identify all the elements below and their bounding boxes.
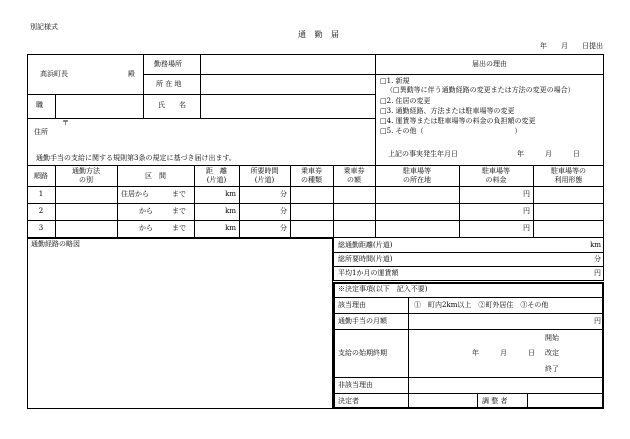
row-3-order: 3 <box>38 224 44 232</box>
row-2-to: まで <box>172 207 186 215</box>
col-ticket-type-header-1: 乗車券 <box>301 167 322 175</box>
row-3-fee-unit: 円 <box>523 224 530 232</box>
row-1-to: まで <box>172 190 186 198</box>
reason-option-4[interactable]: □4. 運賃等または駐車場等の料金の負担額の変更 <box>380 117 536 125</box>
name-label: 氏 名 <box>158 101 186 109</box>
regulation-notice: 通勤手当の支給に関する規則第3条の規定に基づき届け出ます。 <box>36 154 236 162</box>
col-ticket-amount-header-2: の額 <box>347 176 361 184</box>
reason-option-2[interactable]: □2. 住居の変更 <box>380 97 431 105</box>
period-start[interactable]: 開始 <box>545 334 559 342</box>
form-title: 通 勤 届 <box>297 30 343 39</box>
col-distance-header-2: (片道) <box>206 176 227 184</box>
col-parking-usage-header-1: 駐車場等の <box>551 167 586 175</box>
occurrence-date-value[interactable]: 年 月 日 <box>517 150 580 158</box>
row-2-fee-unit: 円 <box>523 207 530 215</box>
row-1-from: 住居から <box>121 190 149 198</box>
row-2-order: 2 <box>38 207 44 215</box>
col-time-header-1: 所要時間 <box>250 167 279 175</box>
row-3-from: から <box>139 224 153 232</box>
avg-fare-label: 平均1か月の運賃額 <box>338 269 399 277</box>
row-1-distance-unit: km <box>225 190 236 198</box>
location-input[interactable] <box>200 74 375 94</box>
route-map-area[interactable] <box>27 238 333 409</box>
col-time-header-2: (片道) <box>254 176 275 184</box>
route-map-label: 通勤経路の略図 <box>31 240 80 248</box>
col-parking-fee-header-1: 駐車場等 <box>482 167 510 175</box>
col-parking-location-header-2: の所在地 <box>403 176 431 184</box>
reason-option-1-sub[interactable]: （□異動等に伴う通勤経路の変更または方法の変更の場合） <box>386 86 575 94</box>
col-method-header-2: の別 <box>79 176 93 184</box>
postal-mark: 〒 <box>62 119 69 127</box>
occurrence-date-label: 上記の事実発生年月日 <box>388 150 458 158</box>
total-time-unit: 分 <box>594 255 601 263</box>
nonapplicable-label: 非該当理由 <box>338 381 373 389</box>
col-order-header: 順路 <box>34 172 48 180</box>
address-label: 住所 <box>34 128 48 136</box>
period-label: 支給の始期終期 <box>338 349 387 357</box>
total-distance-label: 総通勤距離(片道) <box>338 241 393 249</box>
form-type-label: 別記様式 <box>30 23 58 31</box>
name-input[interactable] <box>200 94 375 118</box>
monthly-allowance-label: 通勤手当の月額 <box>338 317 387 325</box>
period-date[interactable]: 年 月 日 <box>472 349 535 357</box>
decision-note: ※決定事項(以下 記入不要) <box>338 285 428 293</box>
reason-code-options[interactable]: ① 町内2km以上 ②町外居住 ③その他 <box>414 301 549 309</box>
reason-header: 届出の理由 <box>472 60 507 68</box>
row-1-order: 1 <box>38 190 44 198</box>
avg-fare-unit: 円 <box>594 269 601 277</box>
decider-label: 決定者 <box>338 397 359 405</box>
workplace-input[interactable] <box>200 54 375 75</box>
col-ticket-type-header-2: の種類 <box>301 176 322 184</box>
row-1-time-unit: 分 <box>280 190 287 198</box>
row-2-time-unit: 分 <box>280 207 287 215</box>
monthly-allowance-unit: 円 <box>594 317 601 325</box>
col-distance-header-1: 距 離 <box>206 167 227 175</box>
total-time-label: 総所要時間(片道) <box>338 255 393 263</box>
row-3-to: まで <box>172 224 186 232</box>
reason-code-label: 該当理由 <box>338 301 366 309</box>
col-method-header-1: 通勤方法 <box>72 167 100 175</box>
adjuster-label: 調 整 者 <box>482 397 508 405</box>
reason-option-3[interactable]: □3. 通勤経路、方法または駐車場等の変更 <box>380 107 515 115</box>
period-change[interactable]: 改定 <box>545 349 559 357</box>
col-ticket-amount-header-1: 乗車券 <box>343 167 365 175</box>
location-label: 所 在 地 <box>156 80 182 88</box>
row-3-time-unit: 分 <box>280 224 287 232</box>
row-2-from: から <box>139 207 153 215</box>
addressee-label: 高浜町長 <box>40 70 68 78</box>
col-parking-fee-header-2: の料金 <box>485 176 507 184</box>
row-2-distance-unit: km <box>225 207 236 215</box>
workplace-label: 勤務場所 <box>154 60 182 68</box>
reason-option-1[interactable]: □1. 新規 <box>380 77 410 85</box>
submission-date: 年 月 日提出 <box>540 42 603 50</box>
row-1-fee-unit: 円 <box>523 190 530 198</box>
position-label: 職 <box>36 101 43 109</box>
col-section-header: 区 間 <box>145 172 166 180</box>
reason-option-5[interactable]: □5. その他（ ） <box>380 127 522 135</box>
position-input[interactable] <box>56 94 143 118</box>
col-parking-location-header-1: 駐車場等 <box>403 167 431 175</box>
period-end[interactable]: 終了 <box>545 365 559 373</box>
row-3-distance-unit: km <box>225 224 236 232</box>
total-distance-unit: km <box>590 241 601 249</box>
address-input[interactable] <box>56 119 375 152</box>
col-parking-usage-header-2: 利用形態 <box>554 176 583 184</box>
honorific-label: 殿 <box>128 70 135 78</box>
